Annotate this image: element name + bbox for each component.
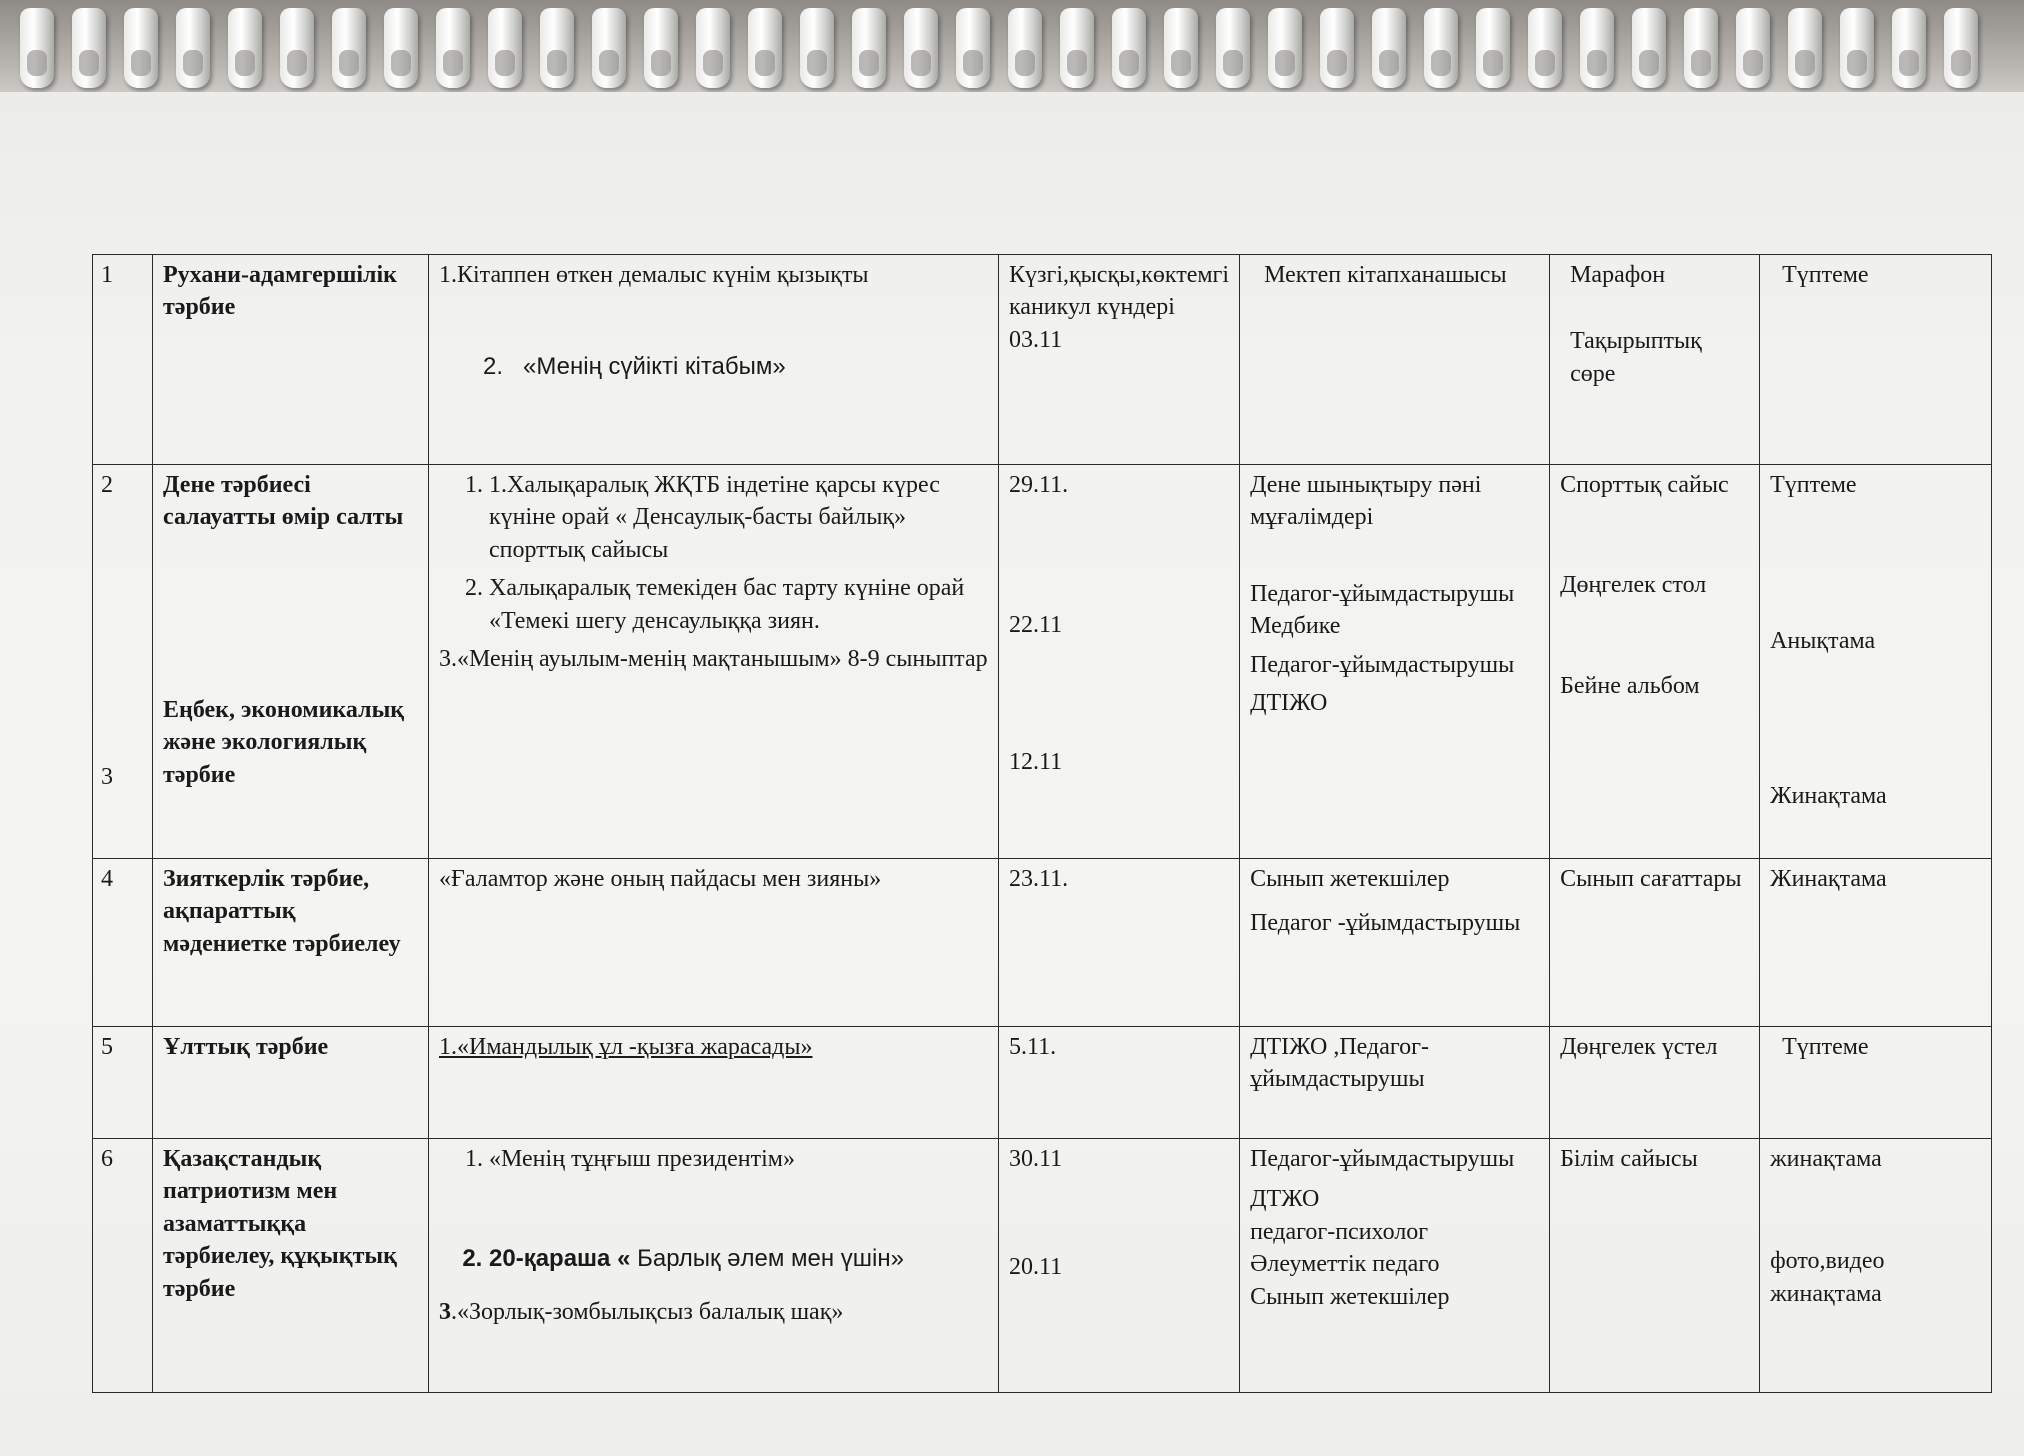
binding-ring [1788,8,1822,88]
binding-ring [1580,8,1614,88]
result-cell: Жинақтама [1760,859,1992,1027]
row-number: 2 [101,472,113,498]
result-cell: Түптеме [1760,1027,1992,1139]
row-number: 1 [93,255,153,465]
form-cell [1550,465,1760,859]
binding-ring [1320,8,1354,88]
responsible-item: ДТІЖО [1250,689,1328,716]
row-number: 5 [93,1027,153,1139]
direction-cell: Рухани-адамгершілік тәрбие [153,255,429,465]
row-number: 3 [101,764,113,791]
binding-ring [176,8,210,88]
responsible-item: Педагог-ұйымдастырушы [1250,580,1515,607]
responsible-cell: Мектеп кітапханашысы [1240,255,1550,465]
binding-ring [1632,8,1666,88]
form-cell: Білім сайысы [1550,1139,1760,1393]
binding-ring [1008,8,1042,88]
date-cell: Күзгі,қысқы,көктемгі каникул күндері 03.11 [999,255,1240,465]
row-number-cell [93,465,153,859]
responsible-item: Педагог-ұйымдастырушы [1250,651,1515,678]
events-cell: «Ғаламтор және оның пайдасы мен зияны» [429,859,999,1027]
row-number: 6 [93,1139,153,1393]
result-item: Жинақтама [1770,782,1887,809]
binding-ring [1164,8,1198,88]
event-item [439,351,988,383]
event-item [439,1296,988,1328]
binding-ring [1684,8,1718,88]
result-item: Анықтама [1770,628,1876,655]
responsible-cell [1240,465,1550,859]
date-cell [999,465,1240,859]
binding-ring [72,8,106,88]
event-item: 2. Халықаралық темекіден бас тарту күніне орай «Темекі шегу денсаулыққа зиян. [489,572,988,637]
responsible-cell [1240,1139,1550,1393]
responsible-item: Әлеуметтік педаго [1250,1251,1440,1278]
binding-ring [904,8,938,88]
table-row [93,1027,1992,1139]
binding-ring [20,8,54,88]
event-list [439,1243,988,1275]
event-list [439,1143,988,1175]
result-item: фото,видео жинақтама [1770,1248,1885,1307]
binding-ring [280,8,314,88]
binding-ring [1528,8,1562,88]
form-cell: Дөңгелек үстел [1550,1027,1760,1139]
event-item-text: .«Зорлық-зомбылықсыз балалық шақ» [451,1298,844,1325]
binding-ring [1060,8,1094,88]
binding-ring [1840,8,1874,88]
binding-ring [748,8,782,88]
event-item: 1. «Менің тұңғыш президентім» [489,1143,988,1175]
form-item: Дөңгелек стол [1560,572,1707,599]
table-row [93,1139,1992,1393]
binding-ring [1112,8,1146,88]
responsible-item: Педагог-ұйымдастырушы [1250,1146,1515,1172]
event-item-number: 3 [439,1298,451,1325]
binding-ring [1424,8,1458,88]
events-cell [429,255,999,465]
form-cell: Сынып сағаттары [1550,859,1760,1027]
binding-ring [1216,8,1250,88]
responsible-item: педагог-психолог [1250,1218,1429,1245]
result-cell [1760,465,1992,859]
row-number: 4 [93,859,153,1027]
events-cell [429,1139,999,1393]
event-item: 1.«Имандылық ұл -қызға жарасады» [439,1034,813,1060]
binding-ring [644,8,678,88]
binding-ring [800,8,834,88]
date-cell: 5.11. [999,1027,1240,1139]
responsible-cell: ДТІЖО ,Педагог-ұйымдастырушы [1240,1027,1550,1139]
binding-ring [852,8,886,88]
direction-cell: Қазақстандық патриотизм мен азаматтыққа тәрбиелеу, құқықтық тәрбие [153,1139,429,1393]
binding-ring [540,8,574,88]
result-cell: Түптеме [1760,255,1992,465]
binding-ring [488,8,522,88]
event-date: 30.11 [1009,1146,1063,1172]
responsible-item: Педагог -ұйымдастырушы [1250,910,1521,937]
binding-ring [384,8,418,88]
event-date: 12.11 [1009,748,1063,775]
events-cell [429,1027,999,1139]
responsible-item: ДТЖО [1250,1186,1320,1213]
date-cell [999,1139,1240,1393]
table-row [93,465,1992,859]
event-item: 1.Кітаппен өткен демалыс күнім қызықты [439,262,869,288]
result-item: жинақтама [1770,1146,1882,1172]
direction-text: Еңбек, экономикалық және экологиялық тәрбие [163,696,405,788]
event-item: 1. 1.Халықаралық ЖҚТБ індетіне қарсы күрес күніне орай « Денсаулық-басты байлық» спорттық сайысы [489,469,988,566]
form-item: Тақырыптық сөре [1570,328,1702,387]
event-date: 22.11 [1009,612,1063,639]
result-cell [1760,1139,1992,1393]
binding-ring [1372,8,1406,88]
direction-cell [153,465,429,859]
event-item-text: «Менің сүйікті кітабым» [523,353,786,381]
responsible-item: Сынып жетекшілер [1250,1283,1450,1310]
responsible-item: Сынып жетекшілер [1250,866,1450,892]
binding-ring [124,8,158,88]
event-item-text: Барлық әлем мен үшін» [630,1245,904,1273]
event-item-bold: 20-қараша « [489,1245,631,1273]
event-item: 3.«Менің ауылым-менің мақтанышым» 8-9 сыныптар [439,645,988,672]
binding-ring [1476,8,1510,88]
table-row [93,255,1992,465]
binding-ring [696,8,730,88]
events-cell [429,465,999,859]
event-date: 29.11. [1009,472,1069,498]
responsible-item: Дене шынықтыру пәні мұғалімдері [1250,472,1482,531]
event-item [489,1243,988,1275]
binding-ring [1268,8,1302,88]
form-item: Марафон [1570,262,1666,288]
form-item: Бейне альбом [1560,672,1700,699]
binding-ring [228,8,262,88]
binding-ring [1944,8,1978,88]
direction-cell: Ұлттық тәрбие [153,1027,429,1139]
binding-ring [436,8,470,88]
form-cell [1550,255,1760,465]
direction-cell: Зияткерлік тәрбие, ақпараттық мәдениетке тәрбиелеу [153,859,429,1027]
table-row [93,859,1992,1027]
responsible-cell [1240,859,1550,1027]
event-item-number: 2. [483,353,504,381]
binding-ring [956,8,990,88]
plan-table [92,254,1992,1393]
result-item: Түптеме [1770,472,1857,498]
form-item: Спорттық сайыс [1560,472,1729,498]
binding-ring [1892,8,1926,88]
responsible-item: Медбике [1250,613,1341,640]
direction-text: Дене тәрбиесі салауатты өмір салты [163,472,404,531]
event-date: 20.11 [1009,1254,1063,1281]
event-list [439,469,988,637]
date-cell: 23.11. [999,859,1240,1027]
binding-ring [1736,8,1770,88]
binding-ring [332,8,366,88]
binding-ring [592,8,626,88]
